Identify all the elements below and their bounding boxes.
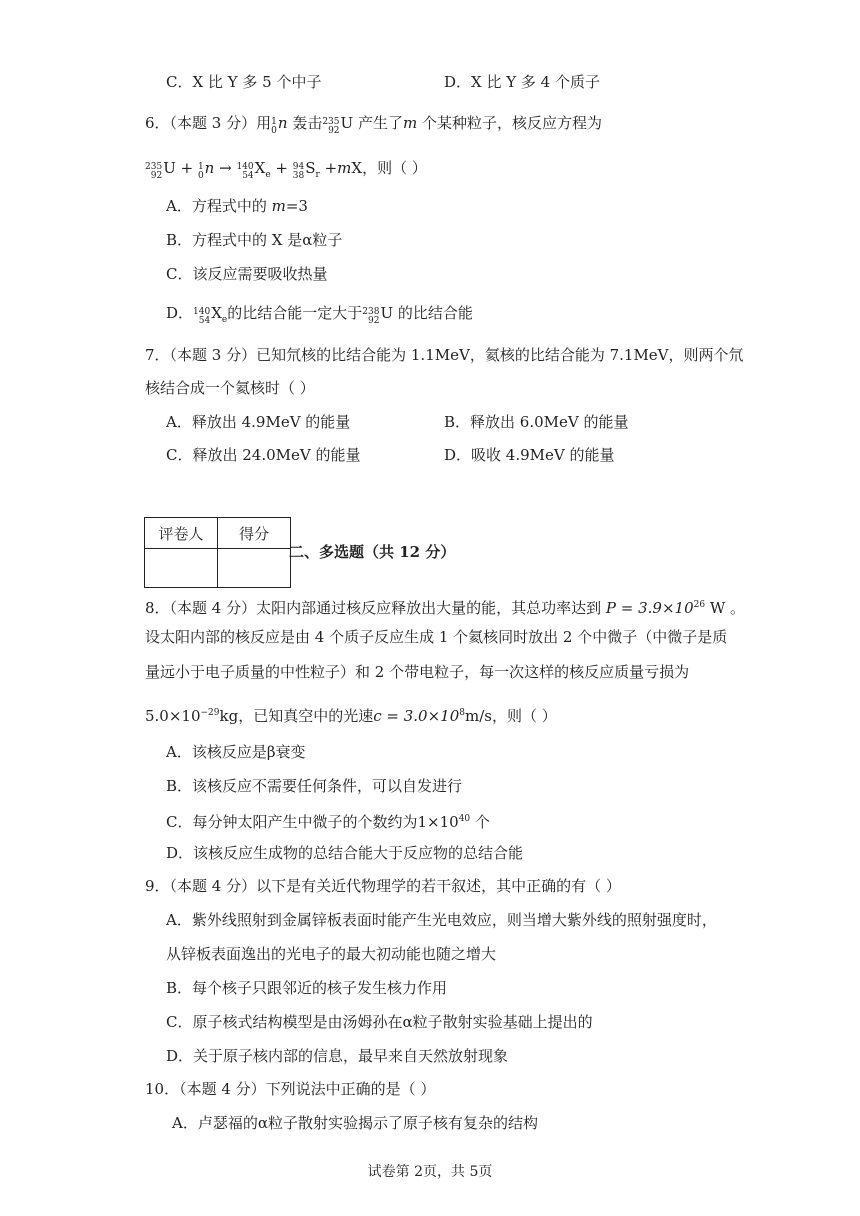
q8-stem-line4: $5.0\times 10^{-29}kg$，已知真空中的光速$c = 3.0\times 10^8m/s$，则（ ）	[145, 707, 557, 725]
q7-stem-line1: 7．（本题 3 分）已知氘核的比结合能为 1.1MeV，氦核的比结合能为 7.1MeV，则两个氘	[145, 346, 744, 364]
q7-option-d: D．吸收 4.9MeV 的能量	[444, 446, 615, 464]
score-table	[144, 517, 291, 588]
q9-option-a-line2: 从锌板表面逸出的光电子的最大初动能也随之增大	[166, 945, 497, 963]
section-title-multiple-choice: 二、多选题（共 12 分）	[289, 543, 456, 561]
page-footer: 试卷第 2页，共 5页	[367, 1164, 493, 1180]
reviewer-cell[interactable]	[145, 549, 218, 588]
score-header: 得分	[218, 518, 291, 549]
q7-option-c: C．释放出 24.0MeV 的能量	[166, 446, 361, 464]
q8-option-a: A．该核反应是β衰变	[166, 743, 306, 761]
q9-stem: 9．（本题 4 分）以下是有关近代物理学的若干叙述，其中正确的有（ ）	[145, 877, 621, 895]
q6-option-b: B．方程式中的 X 是α粒子	[166, 231, 343, 249]
q8-option-c: C．每分钟太阳产生中微子的个数约为$1\times 10^{40}$ 个	[166, 813, 490, 831]
q7-option-b: B．释放出 6.0MeV 的能量	[444, 413, 629, 431]
q6-option-d: D． 140 54 $X_e$的比结合能一定大于 238 92 U 的比结合能	[166, 304, 473, 326]
q8-option-b: B．该核反应不需要任何条件，可以自发进行	[166, 777, 463, 795]
q8-stem-line1: 8．（本题 4 分）太阳内部通过核反应释放出大量的能，其总功率达到 $P = 3.9\times 10^{26}$ W 。	[145, 599, 746, 617]
q7-stem-line2: 核结合成一个氦核时（ ）	[145, 379, 315, 397]
q9-option-d: D．关于原子核内部的信息，最早来自天然放射现象	[166, 1047, 509, 1065]
q6-option-a: A．方程式中的 m=3	[166, 197, 308, 215]
q6-stem: 6．（本题 3 分）用 1 0 n 轰击 235 92 U 产生了m 个某种粒子，核反应方程为	[145, 114, 602, 136]
q8-stem-line2: 设太阳内部的核反应是由 4 个质子反应生成 1 个氦核同时放出 2 个中微子（中微子是质	[145, 628, 728, 646]
q10-stem: 10．（本题 4 分）下列说法中正确的是（ ）	[145, 1080, 436, 1098]
q5-option-d: D．X 比 Y 多 4 个质子	[444, 73, 600, 91]
q5-option-c: C．X 比 Y 多 5 个中子	[166, 73, 322, 91]
q7-option-a: A．释放出 4.9MeV 的能量	[166, 413, 351, 431]
q6-option-c: C．该反应需要吸收热量	[166, 265, 328, 283]
q6-equation: 235 92 U + 1 0 n → 140 54 $X_e$ + 94 38 $S_r +mX$，则（ ）	[145, 159, 427, 181]
q9-option-c: C．原子核式结构模型是由汤姆孙在α粒子散射实验基础上提出的	[166, 1013, 593, 1031]
q8-option-d: D．该核反应生成物的总结合能大于反应物的总结合能	[166, 844, 524, 862]
q9-option-b: B．每个核子只跟邻近的核子发生核力作用	[166, 979, 448, 997]
reviewer-header: 评卷人	[145, 518, 218, 549]
q9-option-a-line1: A．紫外线照射到金属锌板表面时能产生光电效应，则当增大紫外线的照射强度时，	[166, 911, 717, 929]
q8-stem-line3: 量远小于电子质量的中性粒子）和 2 个带电粒子，每一次这样的核反应质量亏损为	[145, 663, 690, 681]
q10-option-a: A．卢瑟福的α粒子散射实验揭示了原子核有复杂的结构	[172, 1114, 538, 1132]
score-cell[interactable]	[218, 549, 291, 588]
